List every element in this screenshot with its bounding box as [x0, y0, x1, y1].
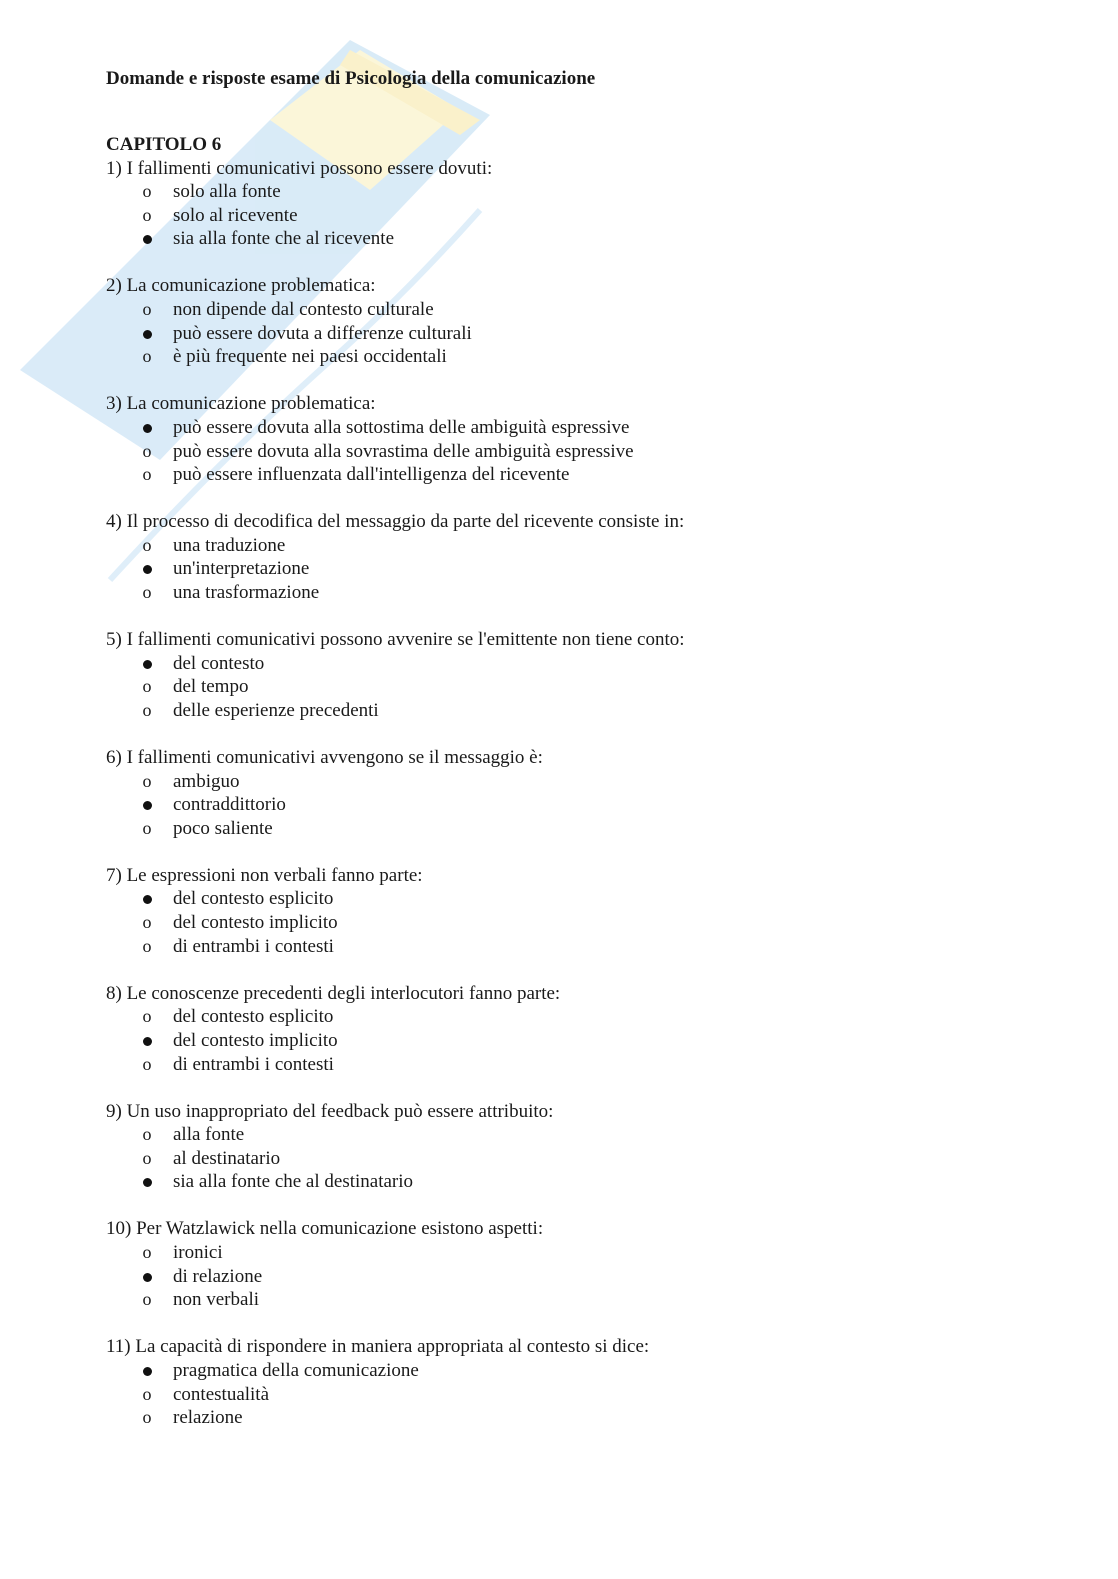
answer-option-text: può essere dovuta alla sovrastima delle ambiguità espressive: [173, 440, 634, 462]
open-bullet-icon: o: [142, 204, 152, 225]
answer-option-correct: [106, 322, 1046, 346]
answer-option-text: può essere dovuta a differenze culturali: [173, 322, 472, 344]
answer-option-text: del contesto implicito: [173, 1029, 338, 1051]
answer-options: [106, 652, 1046, 723]
open-bullet-icon: o: [142, 440, 152, 461]
open-bullet-icon: o: [142, 1006, 152, 1027]
filled-bullet-icon: [140, 1029, 154, 1046]
answer-option-text: di entrambi i contesti: [173, 1053, 334, 1075]
answer-options: [106, 534, 1046, 605]
answer-option-text: del contesto implicito: [173, 912, 338, 934]
answer-option-correct: [106, 652, 1046, 676]
open-bullet-icon: o: [142, 1124, 152, 1145]
filled-bullet-icon: [140, 1170, 154, 1187]
open-bullet-icon: o: [142, 346, 152, 367]
filled-bullet-icon: [140, 1359, 154, 1376]
answer-option: [106, 204, 1046, 228]
answer-option: [106, 1005, 1046, 1029]
question-text: 9) Un uso inappropriato del feedback può essere attribuito:: [106, 1100, 554, 1122]
answer-option: [106, 534, 1046, 558]
question-text: 11) La capacità di rispondere in maniera appropriata al contesto si dice:: [106, 1336, 650, 1358]
open-bullet-icon: o: [142, 1407, 152, 1428]
filled-bullet-icon: [140, 793, 154, 810]
open-bullet-icon: o: [142, 1289, 152, 1310]
open-bullet-icon: o: [142, 770, 152, 791]
answer-option: [106, 180, 1046, 204]
answer-option: [106, 1053, 1046, 1077]
question-text: 8) Le conoscenze precedenti degli interlocutori fanno parte:: [106, 982, 561, 1004]
answer-options: [106, 887, 1046, 958]
answer-option: [106, 1123, 1046, 1147]
answer-option: [106, 581, 1046, 605]
answer-option: [106, 911, 1046, 935]
answer-option-text: una traduzione: [173, 534, 286, 556]
answer-option-correct: [106, 1029, 1046, 1053]
answer-option: [106, 935, 1046, 959]
question-text: 7) Le espressioni non verbali fanno parte:: [106, 864, 423, 886]
question-item: [106, 274, 1046, 368]
answer-option-correct: [106, 793, 1046, 817]
answer-options: [106, 180, 1046, 251]
answer-option: [106, 770, 1046, 794]
question-text: 3) La comunicazione problematica:: [106, 393, 376, 415]
open-bullet-icon: o: [142, 1053, 152, 1074]
answer-option-text: è più frequente nei paesi occidentali: [173, 346, 447, 368]
answer-option: [106, 675, 1046, 699]
answer-option-text: contestualità: [173, 1383, 270, 1405]
question-text: 6) I fallimenti comunicativi avvengono se il messaggio è:: [106, 746, 543, 768]
question-text: 2) La comunicazione problematica:: [106, 275, 376, 297]
question-text: 10) Per Watzlawick nella comunicazione esistono aspetti:: [106, 1218, 544, 1240]
filled-bullet-icon: [140, 887, 154, 904]
answer-option: [106, 1406, 1046, 1430]
answer-option-text: può essere influenzata dall'intelligenza del ricevente: [173, 464, 570, 486]
answer-option-text: del contesto: [173, 652, 265, 674]
open-bullet-icon: o: [142, 1383, 152, 1404]
answer-option-text: ambiguo: [173, 770, 240, 792]
answer-option-correct: [106, 1170, 1046, 1194]
answer-options: [106, 298, 1046, 369]
question-item: [106, 982, 1046, 1076]
answer-option-text: un'interpretazione: [173, 558, 310, 580]
answer-option-text: ironici: [173, 1242, 223, 1264]
answer-option: [106, 817, 1046, 841]
question-text: 4) Il processo di decodifica del messaggio da parte del ricevente consiste in:: [106, 511, 685, 533]
question-item: [106, 746, 1046, 840]
open-bullet-icon: o: [142, 299, 152, 320]
answer-option-text: non dipende dal contesto culturale: [173, 299, 434, 321]
question-item: [106, 864, 1046, 958]
filled-bullet-icon: [140, 1265, 154, 1282]
answer-options: [106, 1241, 1046, 1312]
answer-option-correct: [106, 227, 1046, 251]
question-item: [106, 1335, 1046, 1429]
open-bullet-icon: o: [142, 1147, 152, 1168]
question-item: [106, 157, 1046, 251]
answer-option-text: non verbali: [173, 1289, 260, 1311]
open-bullet-icon: o: [142, 676, 152, 697]
answer-option-text: una trasformazione: [173, 582, 320, 603]
answer-option-text: poco saliente: [173, 817, 273, 839]
answer-option-text: solo al ricevente: [173, 204, 298, 226]
open-bullet-icon: o: [142, 464, 152, 485]
question-text: 1) I fallimenti comunicativi possono essere dovuti:: [106, 157, 493, 179]
open-bullet-icon: o: [142, 534, 152, 555]
document-page: [106, 62, 1046, 1453]
question-item: [106, 628, 1046, 722]
answer-option-text: relazione: [173, 1407, 243, 1429]
answer-option-text: al destinatario: [173, 1147, 281, 1169]
answer-options: [106, 1123, 1046, 1194]
filled-bullet-icon: [140, 416, 154, 433]
answer-option: [106, 463, 1046, 487]
open-bullet-icon: o: [142, 935, 152, 956]
question-item: [106, 510, 1046, 604]
answer-options: [106, 1359, 1046, 1430]
question-list: [106, 157, 1046, 1430]
answer-option-text: pragmatica della comunicazione: [173, 1359, 419, 1381]
open-bullet-icon: o: [142, 181, 152, 202]
filled-bullet-icon: [140, 557, 154, 574]
chapter-heading: CAPITOLO 6: [106, 134, 222, 155]
answer-option: [106, 298, 1046, 322]
answer-option-text: del tempo: [173, 676, 249, 698]
answer-option-correct: [106, 1265, 1046, 1289]
document-title: Domande e risposte esame di Psicologia della comunicazione: [106, 68, 596, 89]
answer-option: [106, 1241, 1046, 1265]
answer-option-text: delle esperienze precedenti: [173, 699, 379, 721]
answer-option-text: di relazione: [173, 1265, 263, 1287]
answer-option: [106, 440, 1046, 464]
answer-option: [106, 1383, 1046, 1407]
question-text: 5) I fallimenti comunicativi possono avvenire se l'emittente non tiene conto:: [106, 629, 685, 651]
open-bullet-icon: o: [142, 582, 152, 602]
filled-bullet-icon: [140, 227, 154, 244]
answer-option: [106, 1288, 1046, 1312]
open-bullet-icon: o: [142, 1242, 152, 1263]
answer-option-text: solo alla fonte: [173, 181, 281, 203]
answer-option-text: del contesto esplicito: [173, 1006, 334, 1028]
answer-option-text: sia alla fonte che al destinatario: [173, 1171, 414, 1193]
answer-option-text: contraddittorio: [173, 794, 286, 816]
answer-options: [106, 1005, 1046, 1076]
open-bullet-icon: o: [142, 817, 152, 838]
answer-option-text: sia alla fonte che al ricevente: [173, 228, 395, 250]
answer-option: [106, 1147, 1046, 1171]
open-bullet-icon: o: [142, 912, 152, 933]
answer-option-correct: [106, 1359, 1046, 1383]
answer-option-correct: [106, 557, 1046, 581]
question-item: [106, 1100, 1046, 1194]
filled-bullet-icon: [140, 652, 154, 669]
answer-options: [106, 416, 1046, 487]
answer-option-text: del contesto esplicito: [173, 888, 334, 910]
filled-bullet-icon: [140, 322, 154, 339]
answer-option: [106, 699, 1046, 723]
answer-option: [106, 345, 1046, 369]
answer-option-text: alla fonte: [173, 1124, 245, 1146]
answer-option-text: può essere dovuta alla sottostima delle ambiguità espressive: [173, 416, 630, 438]
open-bullet-icon: o: [142, 699, 152, 720]
answer-option-correct: [106, 416, 1046, 440]
answer-option-correct: [106, 887, 1046, 911]
question-item: [106, 392, 1046, 486]
question-item: [106, 1217, 1046, 1311]
answer-option-text: di entrambi i contesti: [173, 935, 334, 957]
answer-options: [106, 770, 1046, 841]
